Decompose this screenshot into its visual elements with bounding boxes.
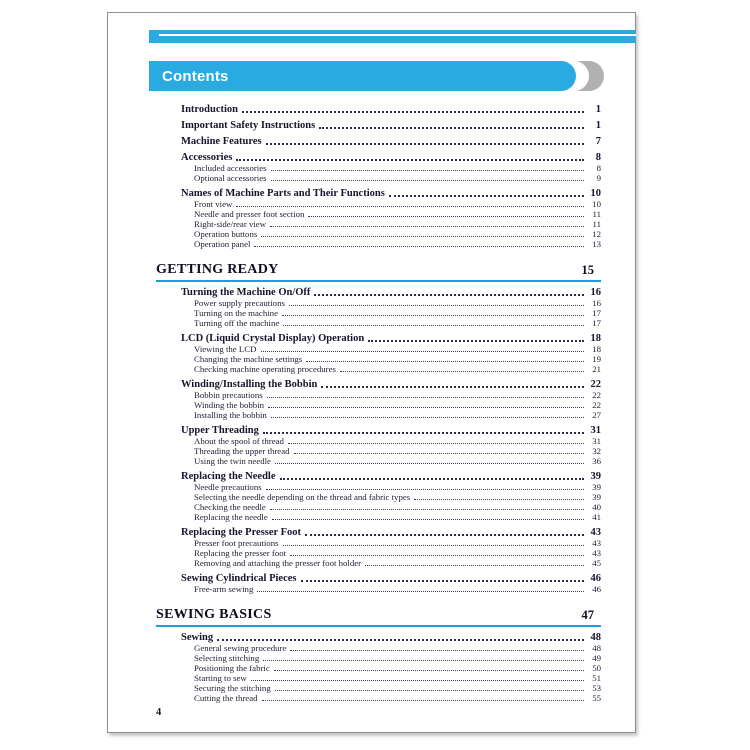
toc-leader-dots xyxy=(308,216,584,217)
toc-leader-dots xyxy=(270,509,584,510)
toc-subentry-label: Front view xyxy=(194,199,233,209)
toc-leader-dots xyxy=(254,246,584,247)
contents-title: Contents xyxy=(162,67,229,85)
toc-leader-dots xyxy=(271,417,584,418)
toc-leader-dots xyxy=(368,340,584,342)
toc-subentry xyxy=(156,446,601,456)
toc-subentry-label: Power supply precautions xyxy=(194,298,285,308)
toc-leader-dots xyxy=(275,690,584,691)
toc-entry-label: Names of Machine Parts and Their Functions xyxy=(181,188,385,199)
top-accent-bar-highlight xyxy=(159,34,636,36)
toc-subentry xyxy=(156,318,601,328)
toc-subentry xyxy=(156,308,601,318)
toc-subentry-label: Securing the stitching xyxy=(194,683,271,693)
toc-subentry xyxy=(156,364,601,374)
toc-entry xyxy=(156,120,601,131)
toc-leader-dots xyxy=(306,361,584,362)
toc-entry-page: 1 xyxy=(595,120,601,131)
manual-page xyxy=(107,12,636,733)
toc-entry xyxy=(156,136,601,147)
toc-leader-dots xyxy=(301,580,585,582)
toc-subentry-page: 21 xyxy=(592,364,601,374)
toc-entry xyxy=(156,471,601,482)
toc-entry-label: Replacing the Needle xyxy=(181,471,276,482)
toc-leader-dots xyxy=(389,195,584,197)
toc-subentry-page: 40 xyxy=(592,502,601,512)
toc-subentry xyxy=(156,410,601,420)
toc-subentry-label: General sewing procedure xyxy=(194,643,287,653)
toc-entry xyxy=(156,527,601,538)
toc-subentry-label: Free-arm sewing xyxy=(194,584,254,594)
toc-subentry-page: 11 xyxy=(592,219,601,229)
toc-subentry-page: 31 xyxy=(592,436,601,446)
toc-subentry xyxy=(156,558,601,568)
toc-leader-dots xyxy=(270,226,584,227)
toc-entry-label: Accessories xyxy=(181,152,233,163)
toc-subentry xyxy=(156,400,601,410)
toc-leader-dots xyxy=(271,180,584,181)
toc-subentry-page: 39 xyxy=(592,492,601,502)
toc-subentry-label: Changing the machine settings xyxy=(194,354,303,364)
toc-subentry-label: Included accessories xyxy=(194,163,267,173)
toc-subentry xyxy=(156,512,601,522)
toc-subentry xyxy=(156,548,601,558)
toc-subentry xyxy=(156,456,601,466)
toc-entry xyxy=(156,573,601,584)
toc-leader-dots xyxy=(290,555,584,556)
contents-banner xyxy=(149,61,576,91)
toc-entry xyxy=(156,152,601,163)
toc-subentry xyxy=(156,643,601,653)
toc-subentry-page: 39 xyxy=(592,482,601,492)
toc-leader-dots xyxy=(275,463,584,464)
toc-subentry-page: 8 xyxy=(596,163,601,173)
toc-leader-dots xyxy=(261,351,584,352)
toc-entry xyxy=(156,379,601,390)
toc-subentry-page: 22 xyxy=(592,400,601,410)
toc-leader-dots xyxy=(261,236,584,237)
toc-subentry-page: 43 xyxy=(592,548,601,558)
toc-leader-dots xyxy=(257,591,584,592)
toc-leader-dots xyxy=(217,639,584,641)
toc-entry-page: 18 xyxy=(590,333,601,344)
toc-subentry xyxy=(156,538,601,548)
toc-subentry-page: 48 xyxy=(592,643,601,653)
toc-entry xyxy=(156,104,601,115)
toc-subentry xyxy=(156,683,601,693)
toc-leader-dots xyxy=(251,680,584,681)
toc-subentry xyxy=(156,673,601,683)
toc-subentry-label: Checking machine operating procedures xyxy=(194,364,336,374)
toc-subentry-label: Viewing the LCD xyxy=(194,344,257,354)
toc-entry xyxy=(156,333,601,344)
toc-subentry xyxy=(156,344,601,354)
toc-subentry-page: 13 xyxy=(592,239,601,249)
toc-subentry-page: 17 xyxy=(592,318,601,328)
toc-subentry xyxy=(156,584,601,594)
toc-subentry-page: 9 xyxy=(596,173,601,183)
toc-section-page: 47 xyxy=(581,608,594,622)
toc-leader-dots xyxy=(272,519,584,520)
toc-entry xyxy=(156,425,601,436)
toc-subentry-page: 19 xyxy=(592,354,601,364)
toc-leader-dots xyxy=(236,159,584,161)
toc-leader-dots xyxy=(266,489,584,490)
toc-subentry xyxy=(156,229,601,239)
toc-leader-dots xyxy=(290,650,584,651)
toc-entry-label: LCD (Liquid Crystal Display) Operation xyxy=(181,333,365,344)
toc-subentry-page: 18 xyxy=(592,344,601,354)
toc-list xyxy=(156,99,601,703)
toc-subentry-page: 36 xyxy=(592,456,601,466)
toc-entry-page: 8 xyxy=(595,152,601,163)
toc-subentry-label: Turning off the machine xyxy=(194,318,280,328)
toc-subentry-label: Positioning the fabric xyxy=(194,663,270,673)
toc-section-page: 15 xyxy=(581,263,594,277)
toc-subentry xyxy=(156,239,601,249)
toc-leader-dots xyxy=(414,499,584,500)
toc-subentry xyxy=(156,482,601,492)
toc-subentry xyxy=(156,663,601,673)
toc-subentry-label: Starting to sew xyxy=(194,673,247,683)
toc-subentry-label: Removing and attaching the presser foot holder xyxy=(194,558,362,568)
toc-leader-dots xyxy=(289,305,584,306)
toc-entry-label: Sewing Cylindrical Pieces xyxy=(181,573,297,584)
toc-subentry-label: Installing the bobbin xyxy=(194,410,267,420)
toc-entry-page: 22 xyxy=(590,379,601,390)
toc-subentry-label: Operation buttons xyxy=(194,229,258,239)
toc-subentry-label: Winding the bobbin xyxy=(194,400,265,410)
toc-subentry-label: Threading the upper thread xyxy=(194,446,290,456)
toc-leader-dots xyxy=(283,545,584,546)
toc-subentry-label: Needle precautions xyxy=(194,482,262,492)
toc-entry-page: 43 xyxy=(590,527,601,538)
toc-subentry xyxy=(156,163,601,173)
toc-entry xyxy=(156,632,601,643)
toc-subentry-label: Right-side/rear view xyxy=(194,219,267,229)
toc-entry-label: Turning the Machine On/Off xyxy=(181,287,311,298)
toc-leader-dots xyxy=(271,170,584,171)
toc-entry xyxy=(156,287,601,298)
toc-leader-dots xyxy=(282,315,584,316)
toc-entry-page: 39 xyxy=(590,471,601,482)
toc-section-header xyxy=(156,607,601,627)
toc-subentry-page: 32 xyxy=(592,446,601,456)
toc-section-label: SEWING BASICS xyxy=(156,607,272,622)
toc-entry-label: Sewing xyxy=(181,632,214,643)
toc-subentry-page: 16 xyxy=(592,298,601,308)
toc-entry-page: 46 xyxy=(590,573,601,584)
toc-leader-dots xyxy=(319,127,584,129)
toc-leader-dots xyxy=(267,397,584,398)
toc-entry-page: 16 xyxy=(590,287,601,298)
toc-leader-dots xyxy=(274,670,584,671)
toc-leader-dots xyxy=(314,294,584,296)
toc-subentry-label: Presser foot precautions xyxy=(194,538,279,548)
toc-entry-label: Winding/Installing the Bobbin xyxy=(181,379,318,390)
toc-subentry xyxy=(156,693,601,703)
top-accent-bar xyxy=(149,30,636,43)
toc-subentry xyxy=(156,492,601,502)
toc-subentry-label: Replacing the presser foot xyxy=(194,548,287,558)
toc-leader-dots xyxy=(305,534,584,536)
toc-entry-label: Important Safety Instructions xyxy=(181,120,316,131)
toc-subentry xyxy=(156,298,601,308)
toc-section-label: GETTING READY xyxy=(156,262,279,277)
toc-subentry xyxy=(156,209,601,219)
toc-subentry-page: 43 xyxy=(592,538,601,548)
toc-subentry-label: Selecting stitching xyxy=(194,653,260,663)
toc-subentry xyxy=(156,354,601,364)
toc-entry-label: Upper Threading xyxy=(181,425,259,436)
toc-leader-dots xyxy=(263,432,584,434)
toc-leader-dots xyxy=(365,565,584,566)
toc-subentry-label: Needle and presser foot section xyxy=(194,209,305,219)
toc-leader-dots xyxy=(262,700,584,701)
toc-subentry-page: 51 xyxy=(592,673,601,683)
page-number-footer: 4 xyxy=(156,707,162,718)
toc-entry-page: 10 xyxy=(590,188,601,199)
toc-subentry-label: About the spool of thread xyxy=(194,436,284,446)
toc-leader-dots xyxy=(321,386,584,388)
toc-section-header xyxy=(156,262,601,282)
toc-subentry-page: 41 xyxy=(592,512,601,522)
toc-subentry-page: 55 xyxy=(592,693,601,703)
toc-entry-label: Machine Features xyxy=(181,136,262,147)
toc-subentry xyxy=(156,502,601,512)
toc-leader-dots xyxy=(242,111,584,113)
toc-subentry-page: 11 xyxy=(592,209,601,219)
toc-subentry-label: Selecting the needle depending on the thread and fabric types xyxy=(194,492,411,502)
toc-entry xyxy=(156,188,601,199)
toc-subentry xyxy=(156,436,601,446)
toc-subentry-page: 46 xyxy=(592,584,601,594)
toc-subentry-page: 10 xyxy=(592,199,601,209)
toc-subentry-label: Optional accessories xyxy=(194,173,267,183)
toc-entry-label: Replacing the Presser Foot xyxy=(181,527,302,538)
toc-leader-dots xyxy=(288,443,584,444)
toc-subentry-label: Turning on the machine xyxy=(194,308,278,318)
toc-subentry xyxy=(156,199,601,209)
toc-subentry-label: Replacing the needle xyxy=(194,512,268,522)
toc-leader-dots xyxy=(263,660,584,661)
toc-subentry-page: 27 xyxy=(592,410,601,420)
toc-entry-page: 7 xyxy=(595,136,601,147)
toc-subentry-label: Using the twin needle xyxy=(194,456,271,466)
toc-leader-dots xyxy=(340,371,584,372)
toc-subentry-label: Checking the needle xyxy=(194,502,266,512)
toc-entry-label: Introduction xyxy=(181,104,238,115)
toc-leader-dots xyxy=(283,325,584,326)
toc-subentry-label: Cutting the thread xyxy=(194,693,258,703)
toc-subentry xyxy=(156,390,601,400)
toc-entry-page: 48 xyxy=(590,632,601,643)
toc-leader-dots xyxy=(266,143,584,145)
toc-subentry xyxy=(156,173,601,183)
toc-leader-dots xyxy=(268,407,584,408)
toc-leader-dots xyxy=(294,453,584,454)
toc-entry-page: 1 xyxy=(595,104,601,115)
toc-subentry-label: Bobbin precautions xyxy=(194,390,263,400)
toc-subentry xyxy=(156,219,601,229)
toc-subentry-page: 49 xyxy=(592,653,601,663)
toc-entry-page: 31 xyxy=(590,425,601,436)
toc-leader-dots xyxy=(280,478,585,480)
toc-subentry-page: 45 xyxy=(592,558,601,568)
toc-subentry-page: 22 xyxy=(592,390,601,400)
toc-subentry-page: 53 xyxy=(592,683,601,693)
toc-leader-dots xyxy=(236,206,584,207)
toc-subentry-page: 50 xyxy=(592,663,601,673)
toc-subentry-label: Operation panel xyxy=(194,239,251,249)
toc-subentry xyxy=(156,653,601,663)
toc-subentry-page: 12 xyxy=(592,229,601,239)
toc-subentry-page: 17 xyxy=(592,308,601,318)
